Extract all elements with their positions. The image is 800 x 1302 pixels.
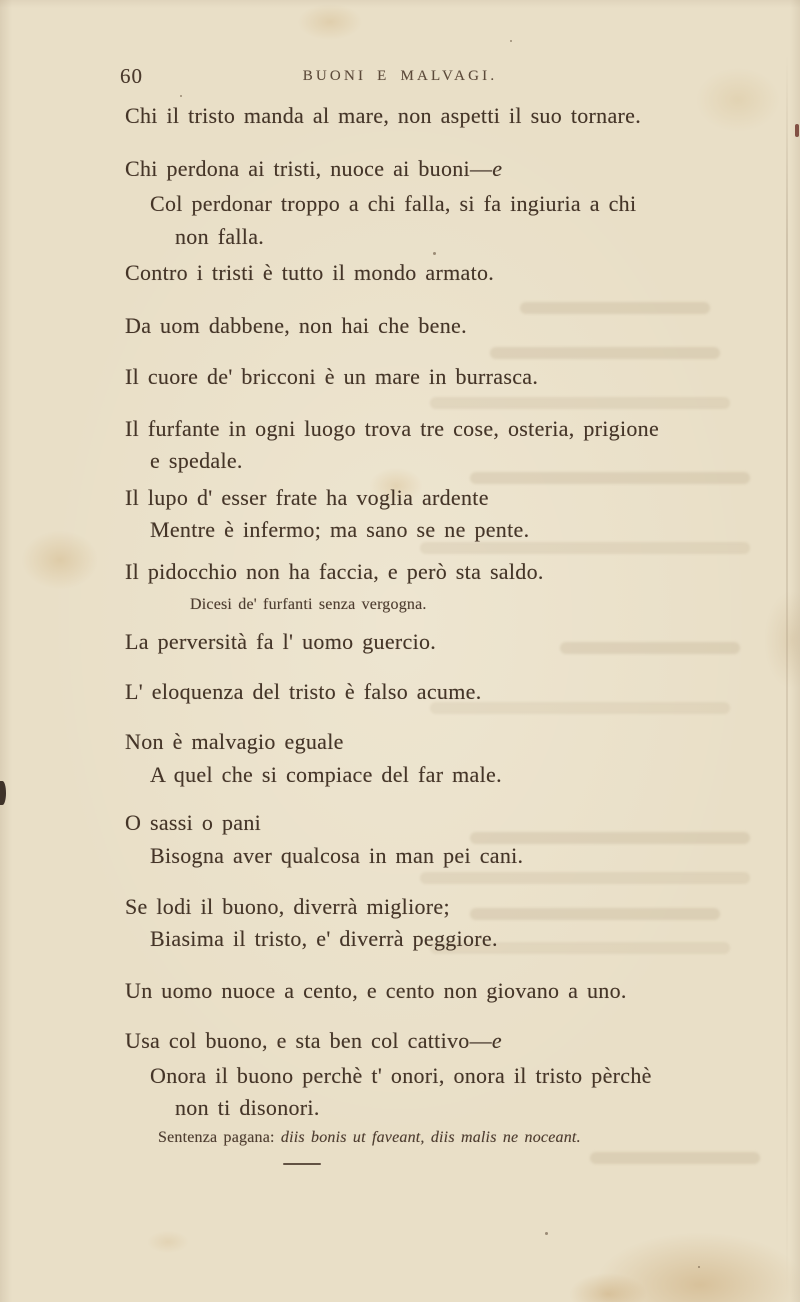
proverb-line (150, 448, 243, 474)
proverb-line (125, 364, 538, 390)
proverb-text-italic: diis bonis ut faveant, diis malis ne noceant. (280, 1129, 581, 1146)
bleed-through-text (470, 472, 750, 484)
bleed-through-text (470, 908, 720, 920)
ink-speck (433, 252, 436, 255)
proverb-gloss (190, 592, 427, 618)
bleed-through-text (520, 302, 710, 314)
proverb-text: Il lupo d' esser frate ha voglia ardente (125, 485, 489, 510)
proverb-line (125, 559, 544, 585)
proverb-line (150, 191, 636, 217)
proverb-line (125, 313, 467, 339)
bleed-through-text (430, 397, 730, 409)
bleed-through-text (590, 1152, 760, 1164)
proverb-line (150, 926, 498, 952)
proverb-text: Col perdonar troppo a chi falla, si fa ingiuria a chi (150, 191, 637, 216)
proverb-line (125, 1028, 502, 1054)
proverb-text: Bisogna aver qualcosa in man pei cani. (150, 843, 524, 868)
proverb-text-italic: e (491, 1028, 502, 1053)
proverb-text: Se lodi il buono, diverrà migliore; (125, 894, 450, 919)
proverb-text: A quel che si compiace del far male. (150, 762, 502, 787)
proverb-text: non ti disonori. (175, 1095, 320, 1120)
page-edge-crease (786, 55, 788, 1302)
proverb-line (125, 629, 436, 655)
proverb-line (150, 762, 502, 788)
proverb-text: Non è malvagio eguale (125, 729, 344, 754)
proverb-line (150, 843, 523, 869)
proverb-text: Il cuore de' bricconi è un mare in burrasca. (125, 364, 539, 389)
proverb-line (125, 729, 344, 755)
proverb-line (150, 1063, 652, 1089)
bleed-through-text (560, 642, 740, 654)
ink-speck (510, 40, 512, 42)
proverb-text: Usa col buono, e sta ben col cattivo— (125, 1028, 492, 1053)
proverb-text: Un uomo nuoce a cento, e cento non giovano a uno. (125, 978, 627, 1003)
proverb-text: Biasima il tristo, e' diverrà peggiore. (150, 926, 498, 951)
proverb-text: Sentenza pagana: (158, 1129, 281, 1146)
proverb-line (125, 894, 450, 920)
bleed-through-text (490, 347, 720, 359)
proverb-line (125, 485, 489, 511)
proverb-line (125, 810, 261, 836)
bleed-through-text (420, 542, 750, 554)
ink-speck (180, 95, 182, 97)
bleed-through-text (420, 872, 750, 884)
proverb-line (175, 1095, 320, 1121)
proverb-text: Contro i tristi è tutto il mondo armato. (125, 260, 495, 285)
proverb-gloss (158, 1125, 581, 1151)
proverb-line (125, 679, 482, 705)
page-number: 60 (120, 64, 143, 88)
proverb-text: L' eloquenza del tristo è falso acume. (125, 679, 482, 704)
proverb-line (125, 103, 641, 129)
ink-speck (545, 1232, 548, 1235)
proverb-text: Dicesi de' furfanti senza vergogna. (190, 596, 427, 613)
proverb-text: Mentre è infermo; ma sano se ne pente. (150, 517, 530, 542)
ink-speck (698, 1266, 700, 1268)
ink-blot (795, 124, 799, 137)
proverb-text: non falla. (175, 224, 265, 249)
proverb-line (125, 978, 627, 1004)
running-header: BUONI E MALVAGI. (302, 68, 498, 84)
proverb-text: Chi perdona ai tristi, nuoce ai buoni— (125, 156, 493, 181)
proverb-text: Da uom dabbene, non hai che bene. (125, 313, 467, 338)
proverb-text: Onora il buono perchè t' onori, onora il tristo pèrchè (150, 1063, 652, 1088)
proverb-text: Il furfante in ogni luogo trova tre cose, osteria, prigione (125, 416, 660, 441)
proverb-text: Chi il tristo manda al mare, non aspetti il suo tornare. (125, 103, 642, 128)
proverb-line (125, 156, 502, 182)
section-divider (283, 1163, 321, 1165)
proverb-line (125, 416, 659, 442)
proverb-line (125, 260, 494, 286)
proverb-text: La perversità fa l' uomo guercio. (125, 629, 437, 654)
proverb-line (150, 517, 529, 543)
proverb-line (175, 224, 264, 250)
proverb-text-italic: e (492, 156, 503, 181)
ink-blot (0, 781, 6, 805)
proverb-text: Il pidocchio non ha faccia, e però sta saldo. (125, 559, 544, 584)
proverb-text: e spedale. (150, 448, 243, 473)
proverb-text: O sassi o pani (125, 810, 262, 835)
